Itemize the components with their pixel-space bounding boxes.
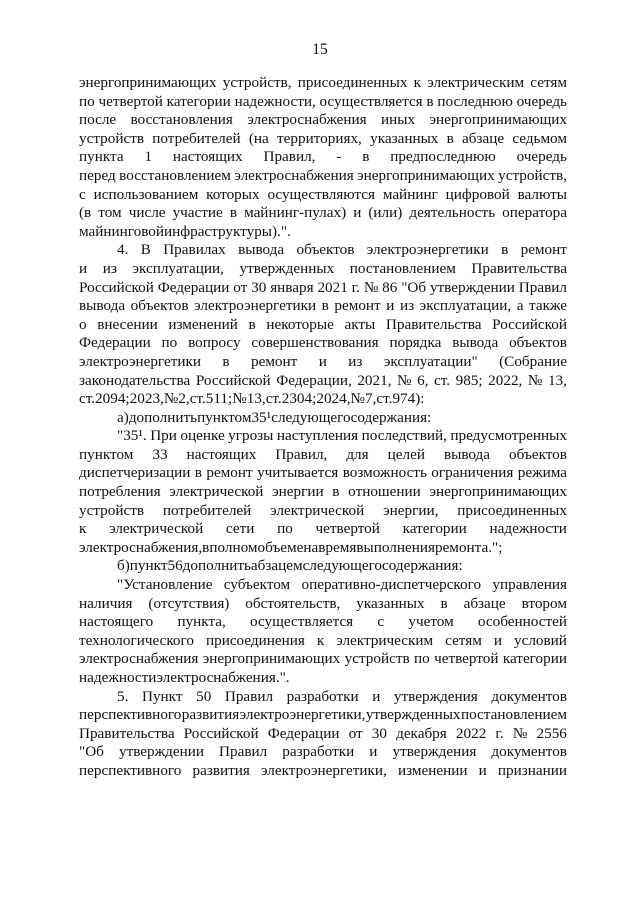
text-line: надежности электроснабжения.". <box>79 669 290 686</box>
text-line: ст. 2094; 2023, № 2, ст. 511; № 13, ст. 2304; 2024, № 7, ст. 974): <box>79 390 425 408</box>
text-line: потребления электрической энергии в отношении энергопринимающих <box>79 483 567 501</box>
text-line: пунктом 33 настоящих Правил, для целей вывода объектов <box>79 445 567 463</box>
text-line: вывода объектов электроэнергетики в ремонт и из эксплуатации, а также <box>79 297 567 315</box>
text-line: Федерации по вопросу совершенствования порядка вывода объектов <box>79 334 567 352</box>
page-number: 15 <box>312 41 328 58</box>
text-line: электроснабжения, в полном объеме на время выполнения ремонта."; <box>79 538 503 556</box>
text-line: а) дополнить пунктом 35¹ следующего содержания: <box>117 408 432 426</box>
text-line: электроснабжения энергопринимающих устройств по четвертой категории <box>79 650 567 668</box>
text-line: энергопринимающих устройств, присоединенных к электрическим сетям <box>79 74 567 91</box>
text-line: Правительства Российской Федерации от 30 декабря 2022 г. № 2556 <box>79 724 567 742</box>
text-line: с использованием которых осуществляются майнинг цифровой валюты <box>79 185 567 203</box>
text-line: "Установление субъектом оперативно-диспетчерского управления <box>117 576 567 594</box>
text-line: б) пункт 56 дополнить абзацем следующего содержания: <box>117 557 463 575</box>
text-line: (в том числе участие в майнинг-пулах) и (или) деятельность оператора <box>79 204 567 222</box>
text-line: настоящего пункта, осуществляется с учетом особенностей <box>79 613 567 631</box>
text-line: 5. Пункт 50 Правил разработки и утверждения документов <box>117 687 567 705</box>
text-line: "35¹. При оценке угрозы наступления последствий, предусмотренных <box>117 427 567 445</box>
text-line: законодательства Российской Федерации, 2021, № 6, ст. 985; 2022, № 13, <box>79 371 567 389</box>
text-line: Российской Федерации от 30 января 2021 г. № 86 "Об утверждении Правил <box>79 278 567 296</box>
text-line: о внесении изменений в некоторые акты Правительства Российской <box>79 315 567 333</box>
text-line: перспективного развития электроэнергетики, изменении и признании <box>79 761 567 779</box>
text-line: пункта 1 настоящих Правил, - в предпоследнюю очередь <box>79 148 567 166</box>
document-body <box>79 74 567 781</box>
text-line: после восстановления электроснабжения иных энергопринимающих <box>79 111 567 129</box>
text-line: 4. В Правилах вывода объектов электроэнергетики в ремонт <box>117 241 567 259</box>
text-line: устройств потребителей электрической энергии, присоединенных <box>79 501 567 519</box>
text-line: диспетчеризации в ремонт учитывается возможность ограничения режима <box>79 464 567 482</box>
text-line: майнинговой инфраструктуры).". <box>79 222 291 240</box>
text-line: и из эксплуатации, утвержденных постановлением Правительства <box>79 259 567 277</box>
text-line: перспективного развития электроэнергетики, утвержденных постановлением <box>79 706 567 724</box>
text-line: наличия (отсутствия) обстоятельств, указанных в абзаце втором <box>79 594 567 612</box>
text-line: по четвертой категории надежности, осуществляется в последнюю очередь <box>79 92 567 110</box>
text-line: "Об утверждении Правил разработки и утверждения документов <box>79 743 567 761</box>
text-line: технологического присоединения к электрическим сетям и условий <box>79 631 567 649</box>
text-line: перед восстановлением электроснабжения энергопринимающих устройств, <box>79 166 567 184</box>
text-line: электроэнергетики в ремонт и из эксплуатации" (Собрание <box>79 352 567 370</box>
text-line: к электрической сети по четвертой категории надежности <box>79 520 567 538</box>
text-line: устройств потребителей (на территориях, указанных в абзаце седьмом <box>79 129 567 147</box>
